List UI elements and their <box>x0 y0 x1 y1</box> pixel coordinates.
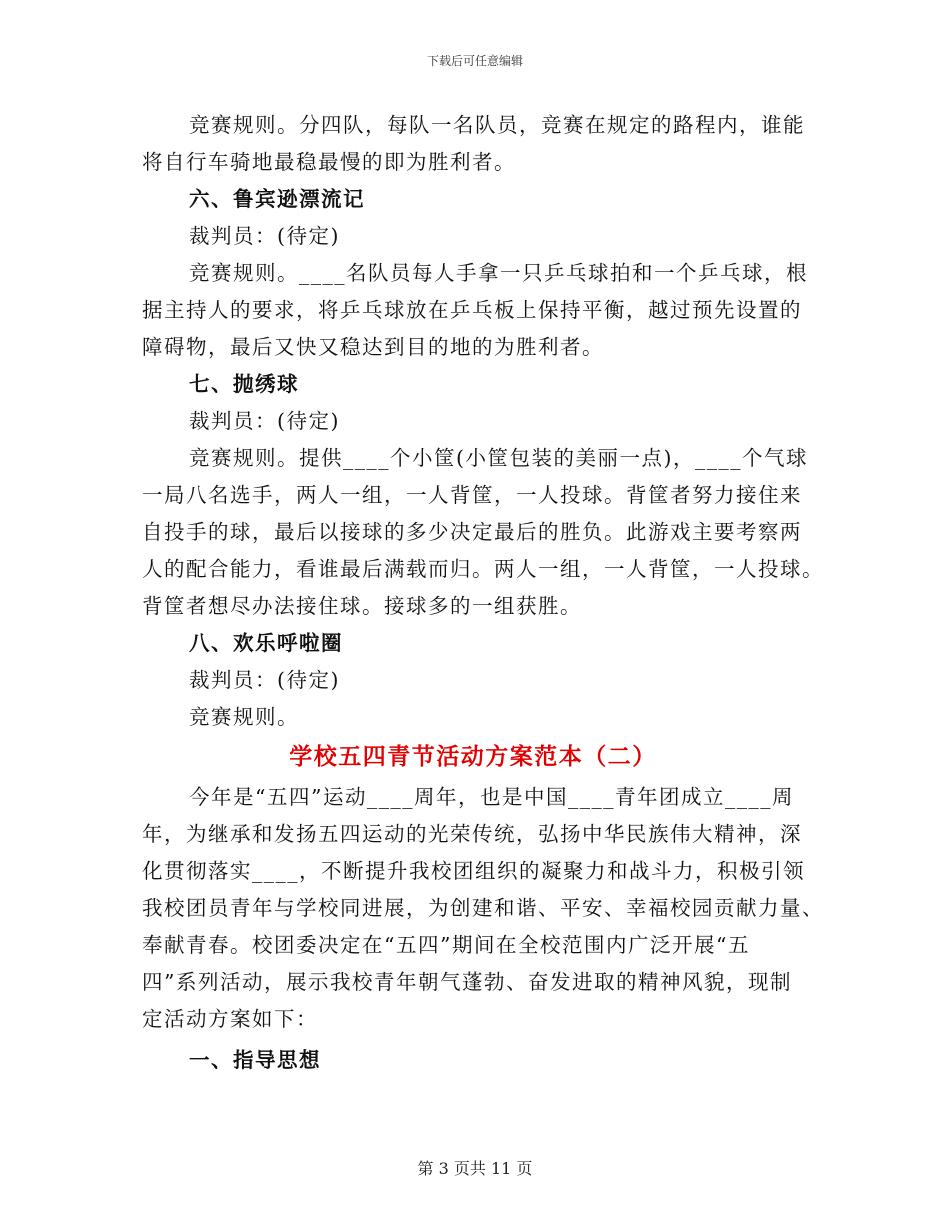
paragraph-line: 自投手的球，最后以接球的多少决定最后的胜负。此游戏主要考察两 <box>142 520 802 544</box>
section-heading: 八、欢乐呼啦圈 <box>189 631 343 655</box>
paragraph-line: 竞赛规则。提供____个小筐(小筐包装的美丽一点)，____个气球 <box>189 446 808 470</box>
page-header: 下载后可任意编辑 <box>426 54 523 68</box>
paragraph-line: 竞赛规则。 <box>189 705 299 729</box>
paragraph-line: 奉献青春。校团委决定在“五四”期间在全校范围内广泛开展“五 <box>142 933 750 957</box>
paragraph-line: 一局八名选手，两人一组，一人背筐，一人投球。背筐者努力接住来 <box>142 483 802 507</box>
section-heading: 七、抛绣球 <box>189 372 299 396</box>
page-footer: 第 3 页共 11 页 <box>417 1159 533 1178</box>
paragraph-line: 我校团员青年与学校同进展，为创建和谐、平安、幸福校园贡献力量、 <box>142 896 824 920</box>
paragraph-line: 定活动方案如下： <box>142 1007 318 1031</box>
paragraph-line: 背筐者想尽办法接住球。接球多的一组获胜。 <box>142 594 582 618</box>
paragraph-line: 年，为继承和发扬五四运动的光荣传统，弘扬中华民族伟大精神，深 <box>142 822 802 846</box>
referee-line: 裁判员：(待定) <box>189 668 340 692</box>
paragraph-line: 将自行车骑地最稳最慢的即为胜利者。 <box>142 150 516 174</box>
paragraph-line: 据主持人的要求，将乒乓球放在乒乓板上保持平衡，越过预先设置的 <box>142 298 802 322</box>
paragraph-line: 竞赛规则。分四队，每队一名队员，竞赛在规定的路程内，谁能 <box>189 113 805 137</box>
referee-line: 裁判员：(待定) <box>189 224 340 248</box>
paragraph-line: 化贯彻落实____，不断提升我校团组织的凝聚力和战斗力，积极引领 <box>142 859 805 883</box>
paragraph-line: 障碍物，最后又快又稳达到目的地的为胜利者。 <box>142 335 604 359</box>
section-heading: 六、鲁宾逊漂流记 <box>189 187 365 211</box>
paragraph-line: 人的配合能力，看谁最后满载而归。两人一组，一人背筐，一人投球。 <box>142 557 824 581</box>
document-title: 学校五四青节活动方案范本（二） <box>289 744 657 770</box>
document-body <box>142 107 824 1079</box>
paragraph-line: 今年是“五四”运动____周年，也是中国____青年团成立____周 <box>189 785 794 809</box>
section-heading: 一、指导思想 <box>189 1048 321 1072</box>
referee-line: 裁判员：(待定) <box>189 409 340 433</box>
paragraph-line: 四”系列活动，展示我校青年朝气蓬勃、奋发进取的精神风貌，现制 <box>142 970 792 994</box>
paragraph-line: 竞赛规则。____名队员每人手拿一只乒乓球拍和一个乒乓球，根 <box>189 261 808 285</box>
